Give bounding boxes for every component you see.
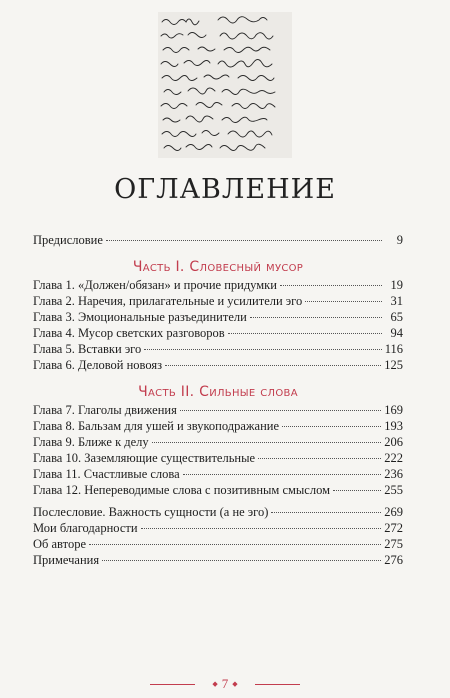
toc-entry-about-author[interactable] (33, 536, 403, 552)
toc-entry-chapter[interactable] (33, 341, 403, 357)
dot-leader (89, 544, 381, 545)
part-heading-1: Часть I. Словесный мусор (132, 259, 304, 275)
dot-leader (271, 512, 381, 513)
dot-leader (152, 442, 382, 443)
toc-entry-label: Мои благодарности (33, 521, 138, 535)
toc-entry-label: Предисловие (33, 233, 103, 247)
footer-rule-right (255, 684, 300, 685)
toc-entry-chapter[interactable] (33, 418, 403, 434)
toc-entry-chapter[interactable] (33, 277, 403, 293)
toc-entry-label: Глава 5. Вставки эго (33, 342, 142, 356)
toc-entry-label: Глава 11. Счастливые слова (33, 467, 180, 481)
dot-leader (258, 458, 381, 459)
toc-page-number: 236 (384, 467, 403, 481)
toc-entry-label: Глава 9. Ближе к делу (33, 435, 149, 449)
toc-entry-chapter[interactable] (33, 450, 403, 466)
toc-entry-chapter[interactable] (33, 325, 403, 341)
toc-entry-label: Глава 8. Бальзам для ушей и звукоподражание (33, 419, 280, 433)
toc-entry-chapter[interactable] (33, 434, 403, 450)
toc-page-number: 31 (390, 294, 403, 308)
toc-entry-chapter[interactable] (33, 466, 403, 482)
toc-page-number: 169 (384, 403, 403, 417)
page-title: ОГЛАВЛЕНИЕ (114, 174, 336, 205)
toc-entry-chapter[interactable] (33, 357, 403, 373)
toc-entry-label: Глава 4. Мусор светских разговоров (33, 326, 225, 340)
toc-entry-label: Примечания (33, 553, 100, 567)
toc-page-number: 206 (384, 435, 403, 449)
dot-leader (280, 285, 382, 286)
dot-leader (228, 333, 382, 334)
toc-entry-chapter[interactable] (33, 402, 403, 418)
toc-page-number: 275 (384, 537, 403, 551)
toc-entry-label: Послесловие. Важность сущности (а не эго) (33, 505, 269, 519)
handwriting-illustration (158, 12, 292, 158)
toc-entry-label: Глава 1. «Должен/обязан» и прочие придумки (33, 278, 277, 292)
toc-page-number: 116 (384, 342, 403, 356)
toc-page-number: 276 (384, 553, 403, 567)
table-of-contents (33, 232, 403, 568)
dot-leader (144, 349, 381, 350)
toc-entry-notes[interactable] (33, 552, 403, 568)
toc-page-number: 125 (384, 358, 403, 372)
toc-entry-chapter[interactable] (33, 293, 403, 309)
dot-leader (165, 365, 381, 366)
toc-entry-label: Глава 10. Заземляющие существительные (33, 451, 256, 465)
dot-leader (250, 317, 382, 318)
handwriting-scribble-graphic (158, 12, 292, 158)
toc-entry-label: Глава 3. Эмоциональные разъединители (33, 310, 247, 324)
page-number: ◆ 7 ◆ (206, 676, 244, 692)
dot-leader (106, 240, 382, 241)
toc-page-number: 222 (384, 451, 403, 465)
toc-page-number: 193 (384, 419, 403, 433)
dot-leader (305, 301, 382, 302)
dot-leader (282, 426, 381, 427)
toc-page-number: 9 (396, 233, 403, 247)
toc-page-number: 272 (384, 521, 403, 535)
toc-entry-label: Глава 12. Непереводимые слова с позитивным смыслом (33, 483, 331, 497)
toc-page-number: 94 (390, 326, 403, 340)
dot-leader (183, 474, 382, 475)
toc-entry-chapter[interactable] (33, 309, 403, 325)
page-footer (0, 676, 450, 692)
toc-page-number: 65 (390, 310, 403, 324)
toc-page-number: 19 (390, 278, 403, 292)
toc-entry-afterword[interactable] (33, 504, 403, 520)
toc-page-number: 269 (384, 505, 403, 519)
toc-entry-label: Глава 7. Глаголы движения (33, 403, 177, 417)
dot-leader (102, 560, 381, 561)
part-heading-2: Часть II. Сильные слова (138, 384, 298, 400)
dot-leader (180, 410, 381, 411)
toc-entry-preface[interactable] (33, 232, 403, 248)
toc-page-number: 255 (384, 483, 403, 497)
toc-entry-acknowledgements[interactable] (33, 520, 403, 536)
footer-rule-left (150, 684, 195, 685)
toc-entry-label: Глава 6. Деловой новояз (33, 358, 163, 372)
dot-leader (141, 528, 382, 529)
dot-leader (333, 490, 381, 491)
toc-entry-label: Об авторе (33, 537, 86, 551)
toc-entry-label: Глава 2. Наречия, прилагательные и усилители эго (33, 294, 303, 308)
toc-entry-chapter[interactable] (33, 482, 403, 498)
